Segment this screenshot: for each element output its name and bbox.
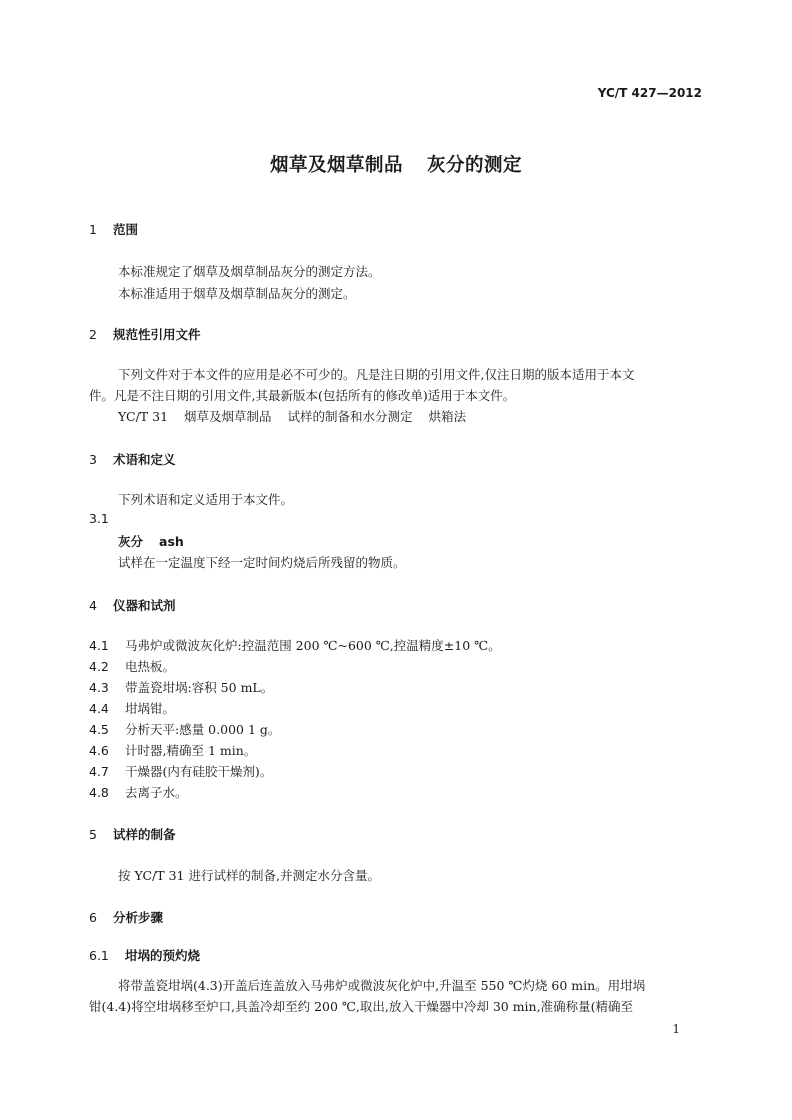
title-part-1: 烟草及烟草制品 <box>269 155 403 176</box>
term-definition: 试样在一定温度下经一定时间灼烧后所残留的物质。 <box>118 555 406 570</box>
apparatus-item <box>89 741 256 759</box>
section-heading-procedure <box>89 908 163 926</box>
item-text: 电热板。 <box>125 659 176 674</box>
section-number: 5 <box>89 827 97 842</box>
scope-paragraph-2: 本标准适用于烟草及烟草制品灰分的测定。 <box>118 286 356 301</box>
section-number: 4 <box>89 598 97 613</box>
section-title: 仪器和试剂 <box>113 598 176 613</box>
item-text: 分析天平:感量 0.000 1 g。 <box>125 722 281 737</box>
section-heading-normative <box>89 325 201 343</box>
section-title: 规范性引用文件 <box>113 327 201 342</box>
clause-number: 3.1 <box>89 511 109 526</box>
item-text: 带盖瓷坩埚:容积 50 mL。 <box>125 680 274 695</box>
term-en: ash <box>159 534 184 549</box>
apparatus-item <box>89 720 280 738</box>
section-title: 试样的制备 <box>113 827 176 842</box>
item-text: 去离子水。 <box>125 785 188 800</box>
section-title: 范围 <box>113 222 139 237</box>
terms-intro: 下列术语和定义适用于本文件。 <box>118 492 294 507</box>
sample-paragraph: 按 YC/T 31 进行试样的制备,并测定水分含量。 <box>118 868 380 883</box>
item-number: 4.3 <box>89 680 109 695</box>
section-number: 2 <box>89 327 97 342</box>
item-number: 4.2 <box>89 659 109 674</box>
reference-title-3: 烘箱法 <box>428 409 467 424</box>
item-number: 4.1 <box>89 638 109 653</box>
section-title: 分析步骤 <box>113 910 164 925</box>
item-number: 4.8 <box>89 785 109 800</box>
item-number: 4.7 <box>89 764 109 779</box>
item-text: 坩埚钳。 <box>125 701 176 716</box>
document-title <box>0 151 792 177</box>
normative-paragraph-line-1: 下列文件对于本文件的应用是必不可少的。凡是注日期的引用文件,仅注日期的版本适用于本文 <box>118 367 635 382</box>
subsection-title: 坩埚的预灼烧 <box>125 948 201 963</box>
normative-paragraph-line-2: 件。凡是不注日期的引用文件,其最新版本(包括所有的修改单)适用于本文件。 <box>89 388 516 403</box>
document-code: YC/T 427—2012 <box>597 86 702 100</box>
procedure-paragraph-line-2: 钳(4.4)将空坩埚移至炉口,具盖冷却至约 200 ℃,取出,放入干燥器中冷却 30 min,准确称量(精确至 <box>89 999 633 1014</box>
section-heading-sample <box>89 825 176 843</box>
reference-code: YC/T 31 <box>118 409 169 424</box>
section-heading-scope <box>89 220 138 238</box>
section-heading-apparatus <box>89 596 176 614</box>
item-text: 干燥器(内有硅胶干燥剂)。 <box>125 764 273 779</box>
apparatus-item <box>89 678 273 696</box>
procedure-paragraph-line-1: 将带盖瓷坩埚(4.3)开盖后连盖放入马弗炉或微波灰化炉中,升温至 550 ℃灼烧 60 min。用坩埚 <box>118 978 646 993</box>
item-number: 4.5 <box>89 722 109 737</box>
section-title: 术语和定义 <box>113 452 176 467</box>
apparatus-item <box>89 699 175 717</box>
normative-reference <box>118 407 466 425</box>
apparatus-item <box>89 762 272 780</box>
apparatus-item <box>89 636 501 654</box>
title-part-2: 灰分的测定 <box>427 155 523 176</box>
section-number: 3 <box>89 452 97 467</box>
page-number: 1 <box>672 1022 680 1036</box>
section-number: 6 <box>89 910 97 925</box>
subsection-number: 6.1 <box>89 948 109 963</box>
item-number: 4.4 <box>89 701 109 716</box>
item-number: 4.6 <box>89 743 109 758</box>
section-heading-terms <box>89 450 176 468</box>
section-number: 1 <box>89 222 97 237</box>
apparatus-item <box>89 657 175 675</box>
scope-paragraph-1: 本标准规定了烟草及烟草制品灰分的测定方法。 <box>118 264 381 279</box>
reference-title-2: 试样的制备和水分测定 <box>287 409 413 424</box>
subsection-heading-preignition <box>89 946 200 964</box>
apparatus-item <box>89 783 188 801</box>
term-entry <box>118 532 184 550</box>
item-text: 计时器,精确至 1 min。 <box>125 743 257 758</box>
reference-title-1: 烟草及烟草制品 <box>184 409 272 424</box>
term-zh: 灰分 <box>118 534 144 549</box>
item-text: 马弗炉或微波灰化炉:控温范围 200 ℃~600 ℃,控温精度±10 ℃。 <box>125 638 501 653</box>
